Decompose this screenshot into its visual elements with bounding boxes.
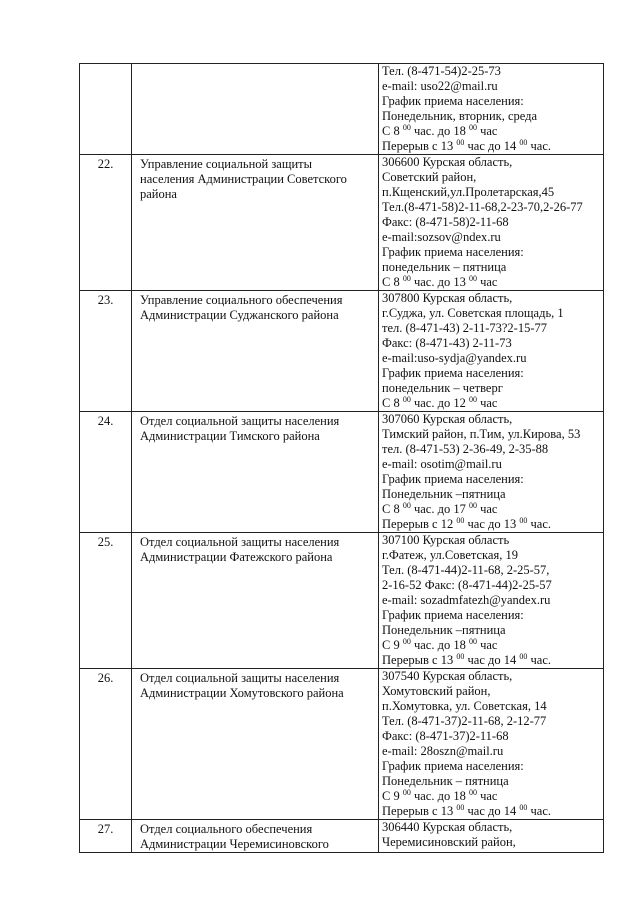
schedule-line [382, 275, 601, 290]
table-row [80, 412, 604, 533]
contact-info-line: Советский район, [382, 170, 477, 184]
institutions-table [79, 63, 604, 853]
minutes-superscript: 00 [519, 804, 528, 812]
schedule-text: час. до 12 [410, 396, 469, 410]
minutes-superscript: 00 [402, 638, 411, 646]
schedule-text: час [476, 638, 498, 652]
contact-info-line: График приема населения: [382, 245, 524, 259]
minutes-superscript: 00 [519, 653, 528, 661]
schedule-text: Перерыв с 13 [382, 653, 457, 667]
schedule-text: С 9 [382, 638, 403, 652]
schedule-text: час до 14 [464, 139, 520, 153]
contact-info-line: e-mail:uso-sydja@yandex.ru [382, 351, 527, 365]
minutes-superscript: 00 [468, 275, 477, 283]
contact-info-line: График приема населения: [382, 759, 524, 773]
institution-name-line: населения Администрации Советского [140, 172, 347, 186]
minutes-superscript: 00 [456, 517, 465, 525]
schedule-text: час [476, 396, 498, 410]
contact-info-line: тел. (8-471-43) 2-11-73?2-15-77 [382, 321, 548, 335]
institution-name-line: Отдел социальной защиты населения [140, 535, 340, 549]
row-number: 25. [80, 533, 132, 669]
schedule-text: час до 14 [464, 804, 520, 818]
minutes-superscript: 00 [402, 789, 411, 797]
minutes-superscript: 00 [456, 139, 465, 147]
contact-info-line: Понедельник –пятница [382, 487, 506, 501]
contact-info-line: Факс: (8-471-43) 2-11-73 [382, 336, 512, 350]
schedule-line [382, 396, 601, 411]
schedule-text: час [476, 124, 498, 138]
schedule-text: С 8 [382, 275, 403, 289]
institution-name-line: Управление социальной защиты [140, 157, 313, 171]
contact-info-line: 306600 Курская область, [382, 155, 513, 169]
row-number: 26. [80, 669, 132, 820]
contact-info-line: п.Хомутовка, ул. Советская, 14 [382, 699, 547, 713]
schedule-text: час [476, 275, 498, 289]
table-row [80, 820, 604, 853]
contact-info [379, 820, 604, 853]
minutes-superscript: 00 [519, 517, 528, 525]
institution-name [132, 669, 379, 820]
institution-name-line: Администрации Хомутовского района [140, 686, 344, 700]
table-row [80, 669, 604, 820]
contact-info-line: График приема населения: [382, 608, 524, 622]
schedule-text: час. [527, 517, 551, 531]
schedule-text: час. до 18 [410, 789, 469, 803]
contact-info [379, 533, 604, 669]
contact-info-line: Понедельник – пятница [382, 774, 509, 788]
contact-info-line: Тел. (8-471-44)2-11-68, 2-25-57, [382, 563, 550, 577]
row-number: 27. [80, 820, 132, 853]
minutes-superscript: 00 [402, 275, 411, 283]
schedule-text: Перерыв с 12 [382, 517, 457, 531]
contact-info [379, 155, 604, 291]
minutes-superscript: 00 [456, 653, 465, 661]
institution-name-line: Администрации Фатежского района [140, 550, 333, 564]
schedule-text: час [476, 502, 498, 516]
schedule-text: час. до 18 [410, 124, 469, 138]
contact-info-line: Черемисиновский район, [382, 835, 516, 849]
institution-name-line: Отдел социальной защиты населения [140, 414, 340, 428]
schedule-text: час. до 17 [410, 502, 469, 516]
schedule-text: час. до 18 [410, 638, 469, 652]
contact-info-line: e-mail: uso22@mail.ru [382, 79, 498, 93]
table-row [80, 64, 604, 155]
contact-info-line: Факс: (8-471-37)2-11-68 [382, 729, 509, 743]
contact-info-line: График приема населения: [382, 472, 524, 486]
institution-name-line: района [140, 187, 177, 201]
contact-info-line: понедельник – пятница [382, 260, 507, 274]
contact-info-line: п.Кщенский,ул.Пролетарская,45 [382, 185, 555, 199]
contact-info-line: График приема населения: [382, 366, 524, 380]
schedule-text: час. до 13 [410, 275, 469, 289]
contact-info-line: Тимский район, п.Тим, ул.Кирова, 53 [382, 427, 581, 441]
row-number [80, 64, 132, 155]
institution-name [132, 533, 379, 669]
contact-info-line: г.Суджа, ул. Советская площадь, 1 [382, 306, 564, 320]
minutes-superscript: 00 [468, 396, 477, 404]
minutes-superscript: 00 [468, 638, 477, 646]
contact-info-line: Тел. (8-471-37)2-11-68, 2-12-77 [382, 714, 547, 728]
contact-info-line: e-mail: osotim@mail.ru [382, 457, 502, 471]
contact-info-line: График приема населения: [382, 94, 524, 108]
contact-info-line: e-mail: 28oszn@mail.ru [382, 744, 504, 758]
contact-info-line: Хомутовский район, [382, 684, 491, 698]
contact-info-line: Тел. (8-471-54)2-25-73 [382, 64, 501, 78]
institution-name [132, 820, 379, 853]
table-body [80, 64, 604, 853]
contact-info-line: Факс: (8-471-58)2-11-68 [382, 215, 509, 229]
table-row [80, 155, 604, 291]
schedule-line [382, 653, 601, 668]
contact-info-line: 2-16-52 Факс: (8-471-44)2-25-57 [382, 578, 552, 592]
table-row [80, 533, 604, 669]
contact-info-line: понедельник – четверг [382, 381, 503, 395]
contact-info-line: Понедельник, вторник, среда [382, 109, 538, 123]
schedule-text: час до 13 [464, 517, 520, 531]
contact-info [379, 412, 604, 533]
schedule-text: час. [527, 139, 551, 153]
contact-info [379, 64, 604, 155]
schedule-text: С 8 [382, 124, 403, 138]
minutes-superscript: 00 [468, 789, 477, 797]
schedule-text: С 8 [382, 396, 403, 410]
schedule-line [382, 139, 601, 154]
row-number: 24. [80, 412, 132, 533]
contact-info [379, 669, 604, 820]
contact-info-line: Понедельник –пятница [382, 623, 506, 637]
schedule-text: С 9 [382, 789, 403, 803]
contact-info-line: тел. (8-471-53) 2-36-49, 2-35-88 [382, 442, 549, 456]
institution-name-line: Администрации Суджанского района [140, 308, 339, 322]
row-number: 23. [80, 291, 132, 412]
contact-info-line: Тел.(8-471-58)2-11-68,2-23-70,2-26-77 [382, 200, 583, 214]
schedule-text: Перерыв с 13 [382, 139, 457, 153]
minutes-superscript: 00 [402, 124, 411, 132]
minutes-superscript: 00 [519, 139, 528, 147]
institution-name-line: Отдел социальной защиты населения [140, 671, 340, 685]
minutes-superscript: 00 [468, 502, 477, 510]
contact-info-line: 307100 Курская область [382, 533, 510, 547]
schedule-line [382, 789, 601, 804]
schedule-line [382, 517, 601, 532]
contact-info-line: 306440 Курская область, [382, 820, 513, 834]
minutes-superscript: 00 [468, 124, 477, 132]
schedule-text: час до 14 [464, 653, 520, 667]
contact-info-line: 307800 Курская область, [382, 291, 513, 305]
schedule-text: Перерыв с 13 [382, 804, 457, 818]
contact-info-line: e-mail: sozadmfatezh@yandex.ru [382, 593, 551, 607]
institution-name-line: Управление социального обеспечения [140, 293, 343, 307]
schedule-text: С 8 [382, 502, 403, 516]
table-row [80, 291, 604, 412]
minutes-superscript: 00 [402, 396, 411, 404]
schedule-line [382, 502, 601, 517]
schedule-text: час [476, 789, 498, 803]
contact-info-line: e-mail:sozsov@ndex.ru [382, 230, 501, 244]
institution-name-line: Администрации Черемисиновского [140, 837, 329, 851]
institution-name [132, 291, 379, 412]
institution-name [132, 155, 379, 291]
contact-info-line: 307060 Курская область, [382, 412, 513, 426]
schedule-text: час. [527, 804, 551, 818]
row-number: 22. [80, 155, 132, 291]
schedule-line [382, 804, 601, 819]
institution-name-line: Администрации Тимского района [140, 429, 320, 443]
institution-name-line: Отдел социального обеспечения [140, 822, 313, 836]
institution-name [132, 64, 379, 155]
contact-info-line: г.Фатеж, ул.Советская, 19 [382, 548, 518, 562]
contact-info-line: 307540 Курская область, [382, 669, 513, 683]
institution-name [132, 412, 379, 533]
schedule-text: час. [527, 653, 551, 667]
schedule-line [382, 124, 601, 139]
contact-info [379, 291, 604, 412]
schedule-line [382, 638, 601, 653]
minutes-superscript: 00 [456, 804, 465, 812]
minutes-superscript: 00 [402, 502, 411, 510]
